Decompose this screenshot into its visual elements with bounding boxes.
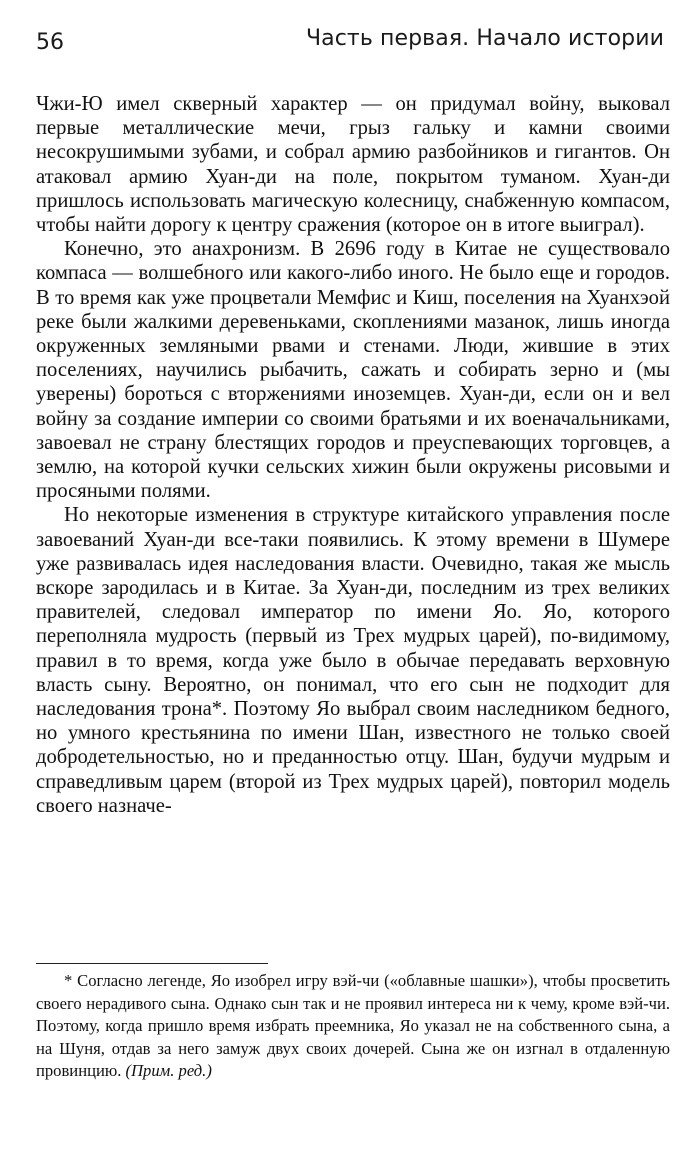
page-number: 56: [36, 30, 64, 55]
footnote: [36, 970, 670, 1083]
book-page: [36, 0, 670, 1150]
body-text: [36, 92, 670, 818]
footnote-divider: [36, 963, 268, 964]
footnote-text: * Согласно легенде, Яо изобрел игру вэй-чи («облавные шашки»), чтобы просветить своего нерадивого сына. Однако сын так и не проявил интереса ни к чему, кроме вэй-чи. Поэтому, когда пришло время избрать преемника, Яо указал не на собственного сына, а на Шуня, отдав за него замуж двух своих дочерей. Сына же он изгнал в отдаленную провинцию.: [36, 971, 670, 1081]
editor-note: (Прим. ред.): [125, 1061, 212, 1081]
running-title: Часть первая. Начало истории: [305, 26, 664, 51]
page-header: [36, 26, 670, 62]
paragraph-2: Конечно, это анахронизм. В 2696 году в Китае не существовало компаса — волшебного или какого-либо иного. Не было еще и городов. В то время как уже процветали Мемфис и Киш, поселения на Хуанхэой реке были жалкими деревеньками, скоплениями мазанок, лишь иногда окруженных земляными рвами и стенами. Люди, жившие в этих поселениях, научились рыбачить, сажать и собирать зерно и (мы уверены) бороться с вторжениями иноземцев. Хуан-ди, если он и вел войну за создание империи со своими братьями и их военачальниками, завоевал не страну блестящих городов и преуспевающих торговцев, а землю, на которой кучки сельских хижин были окружены рисовыми и просяными полями.: [36, 238, 670, 503]
paragraph-1: Чжи-Ю имел скверный характер — он придумал войну, выковал первые металлические мечи, грыз гальку и камни своими несокрушимыми зубами, и собрал армию разбойников и гигантов. Он атаковал армию Хуан-ди на поле, покрытом туманом. Хуан-ди пришлось использовать магическую колесницу, снабженную компасом, чтобы найти дорогу к центру сражения (которое он в итоге выиграл).: [36, 93, 670, 237]
paragraph-3: Но некоторые изменения в структуре китайского управления после завоеваний Хуан-ди все-таки появились. К этому времени в Шумере уже развивалась идея наследования власти. Очевидно, такая же мысль вскоре зародилась и в Китае. За Хуан-ди, последним из трех великих правителей, следовал император по имени Яо. Яо, которого переполняла мудрость (первый из Трех мудрых царей), по-видимому, правил в то время, когда уже было в обычае передавать верховную власть сыну. Вероятно, он понимал, что его сын не подходит для наследования трона*. Поэтому Яо выбрал своим наследником бедного, но умного крестьянина по имени Шан, известного не только своей добродетельностью, но и преданностью отцу. Шан, будучи мудрым и справедливым царем (второй из Трех мудрых царей), повторил модель своего назначе-: [36, 504, 670, 817]
